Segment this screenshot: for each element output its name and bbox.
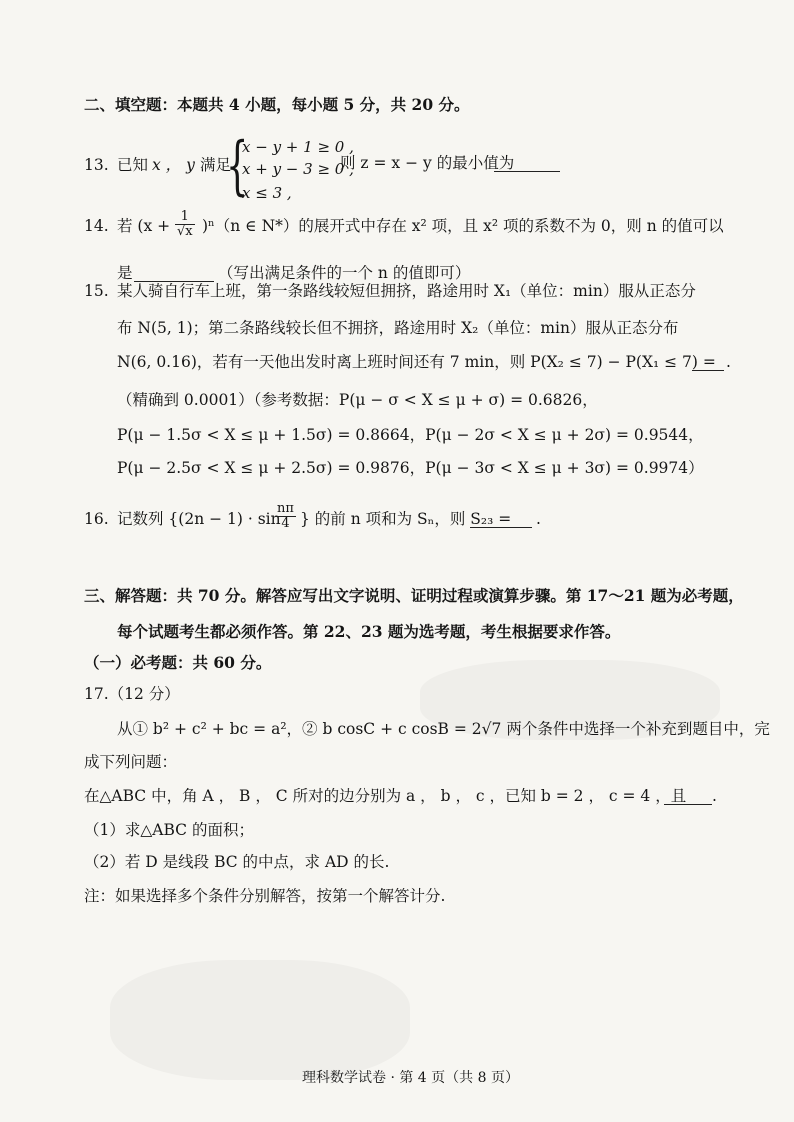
q13-stem-vars: x ， y — [152, 156, 195, 174]
q17-number: 17.（12 分） — [84, 685, 180, 703]
q17-line-2: 成下列问题： — [84, 753, 178, 771]
q16-number: 16. — [84, 510, 109, 528]
q14-number: 14. — [84, 217, 109, 235]
q17-sub-1: （1）求△ABC 的面积； — [84, 821, 254, 839]
q13-answer-blank — [494, 157, 560, 172]
q15-line-3: N(6, 0.16)，若有一天他出发时离上班时间还有 7 min，则 P(X₂ ≤ 7) − P(X₁ ≤ 7) = — [117, 353, 716, 371]
q15-line-6: P(μ − 2.5σ < X ≤ μ + 2.5σ) = 0.9876，P(μ − 3σ < X ≤ μ + 3σ) = 0.9974） — [117, 459, 704, 477]
section-3-heading-line-2: 每个试题考生都必须作答。第 22、23 题为选考题，考生根据要求作答。 — [117, 622, 621, 641]
q16-stem-b: } 的前 n 项和为 Sₙ，则 S₂₃ = — [300, 510, 512, 528]
section-2-heading: 二、填空题：本题共 4 小题，每小题 5 分，共 20 分。 — [84, 95, 470, 114]
q15-line-5: P(μ − 1.5σ < X ≤ μ + 1.5σ) = 0.8664，P(μ − 2σ < X ≤ μ + 2σ) = 0.9544， — [117, 426, 704, 444]
page-footer: 理科数学试卷 · 第 4 页（共 8 页） — [302, 1070, 519, 1086]
q16-frac-num: nπ — [277, 501, 294, 516]
q17-note: 注：如果选择多个条件分别解答，按第一个解答计分. — [84, 887, 446, 905]
q15-line-3-end: . — [726, 353, 731, 371]
q16-answer-blank — [470, 513, 532, 528]
q17-line-1: 从① b² + c² + bc = a²，② b cosC + c cosB = 2√7 两个条件中选择一个补充到题目中，完 — [117, 720, 770, 738]
q13-constraint-1: x − y + 1 ≥ 0 , — [242, 138, 354, 156]
q17-line-3-end: . — [712, 787, 717, 805]
section-3-heading-line-1: 三、解答题：共 70 分。解答应写出文字说明、证明过程或演算步骤。第 17～21 题为必考题， — [84, 586, 744, 605]
q14-stem-a: 若 (x + — [117, 217, 171, 235]
q17-answer-blank — [664, 790, 712, 805]
section-3-part-1: （一）必考题：共 60 分。 — [84, 653, 272, 672]
q16-stem-a: 记数列 {(2n − 1) · sin — [117, 510, 281, 528]
q16-fraction — [275, 502, 296, 530]
q16-frac-den: 4 — [281, 515, 290, 531]
q14-answer-blank — [134, 267, 214, 282]
q14-fraction — [175, 210, 195, 238]
q16-stem-c: . — [536, 510, 541, 528]
q13-stem-after: 则 z = x − y 的最小值为 — [340, 154, 515, 172]
q13-constraint-3: x ≤ 3 , — [242, 184, 292, 202]
q15-answer-blank — [692, 356, 724, 371]
q14-frac-num: 1 — [175, 210, 195, 225]
q14-line2-b: （写出满足条件的一个 n 的值即可） — [218, 264, 471, 282]
q13-stem-before: 已知 — [117, 156, 149, 174]
q17-sub-2: （2）若 D 是线段 BC 的中点，求 AD 的长. — [84, 853, 390, 871]
q15-line-2: 布 N(5, 1)；第二条路线较长但不拥挤，路途用时 X₂（单位：min）服从正态分布 — [117, 319, 679, 337]
q13-stem-mid: 满足 — [200, 156, 232, 174]
q14-frac-den: √x — [177, 223, 193, 239]
q14-stem-b: )ⁿ（n ∈ N*）的展开式中存在 x² 项，且 x² 项的系数不为 0，则 n 的值可以 — [202, 217, 724, 235]
q17-line-3: 在△ABC 中，角 A ， B ， C 所对的边分别为 a ， b ， c ，已知 b = 2 ， c = 4 ，且 — [84, 787, 687, 805]
q15-number: 15. — [84, 282, 109, 300]
q13-number: 13. — [84, 156, 109, 174]
scan-smudge — [110, 960, 410, 1080]
q13-constraint-2: x + y − 3 ≥ 0 , — [242, 160, 354, 178]
q14-line2-a: 是 — [117, 264, 133, 282]
q15-line-4: （精确到 0.0001）（参考数据：P(μ − σ < X ≤ μ + σ) = 0.6826， — [117, 391, 598, 409]
q13-system-brace: { — [226, 129, 249, 203]
q15-line-1: 某人骑自行车上班，第一条路线较短但拥挤，路途用时 X₁（单位：min）服从正态分 — [117, 282, 696, 300]
